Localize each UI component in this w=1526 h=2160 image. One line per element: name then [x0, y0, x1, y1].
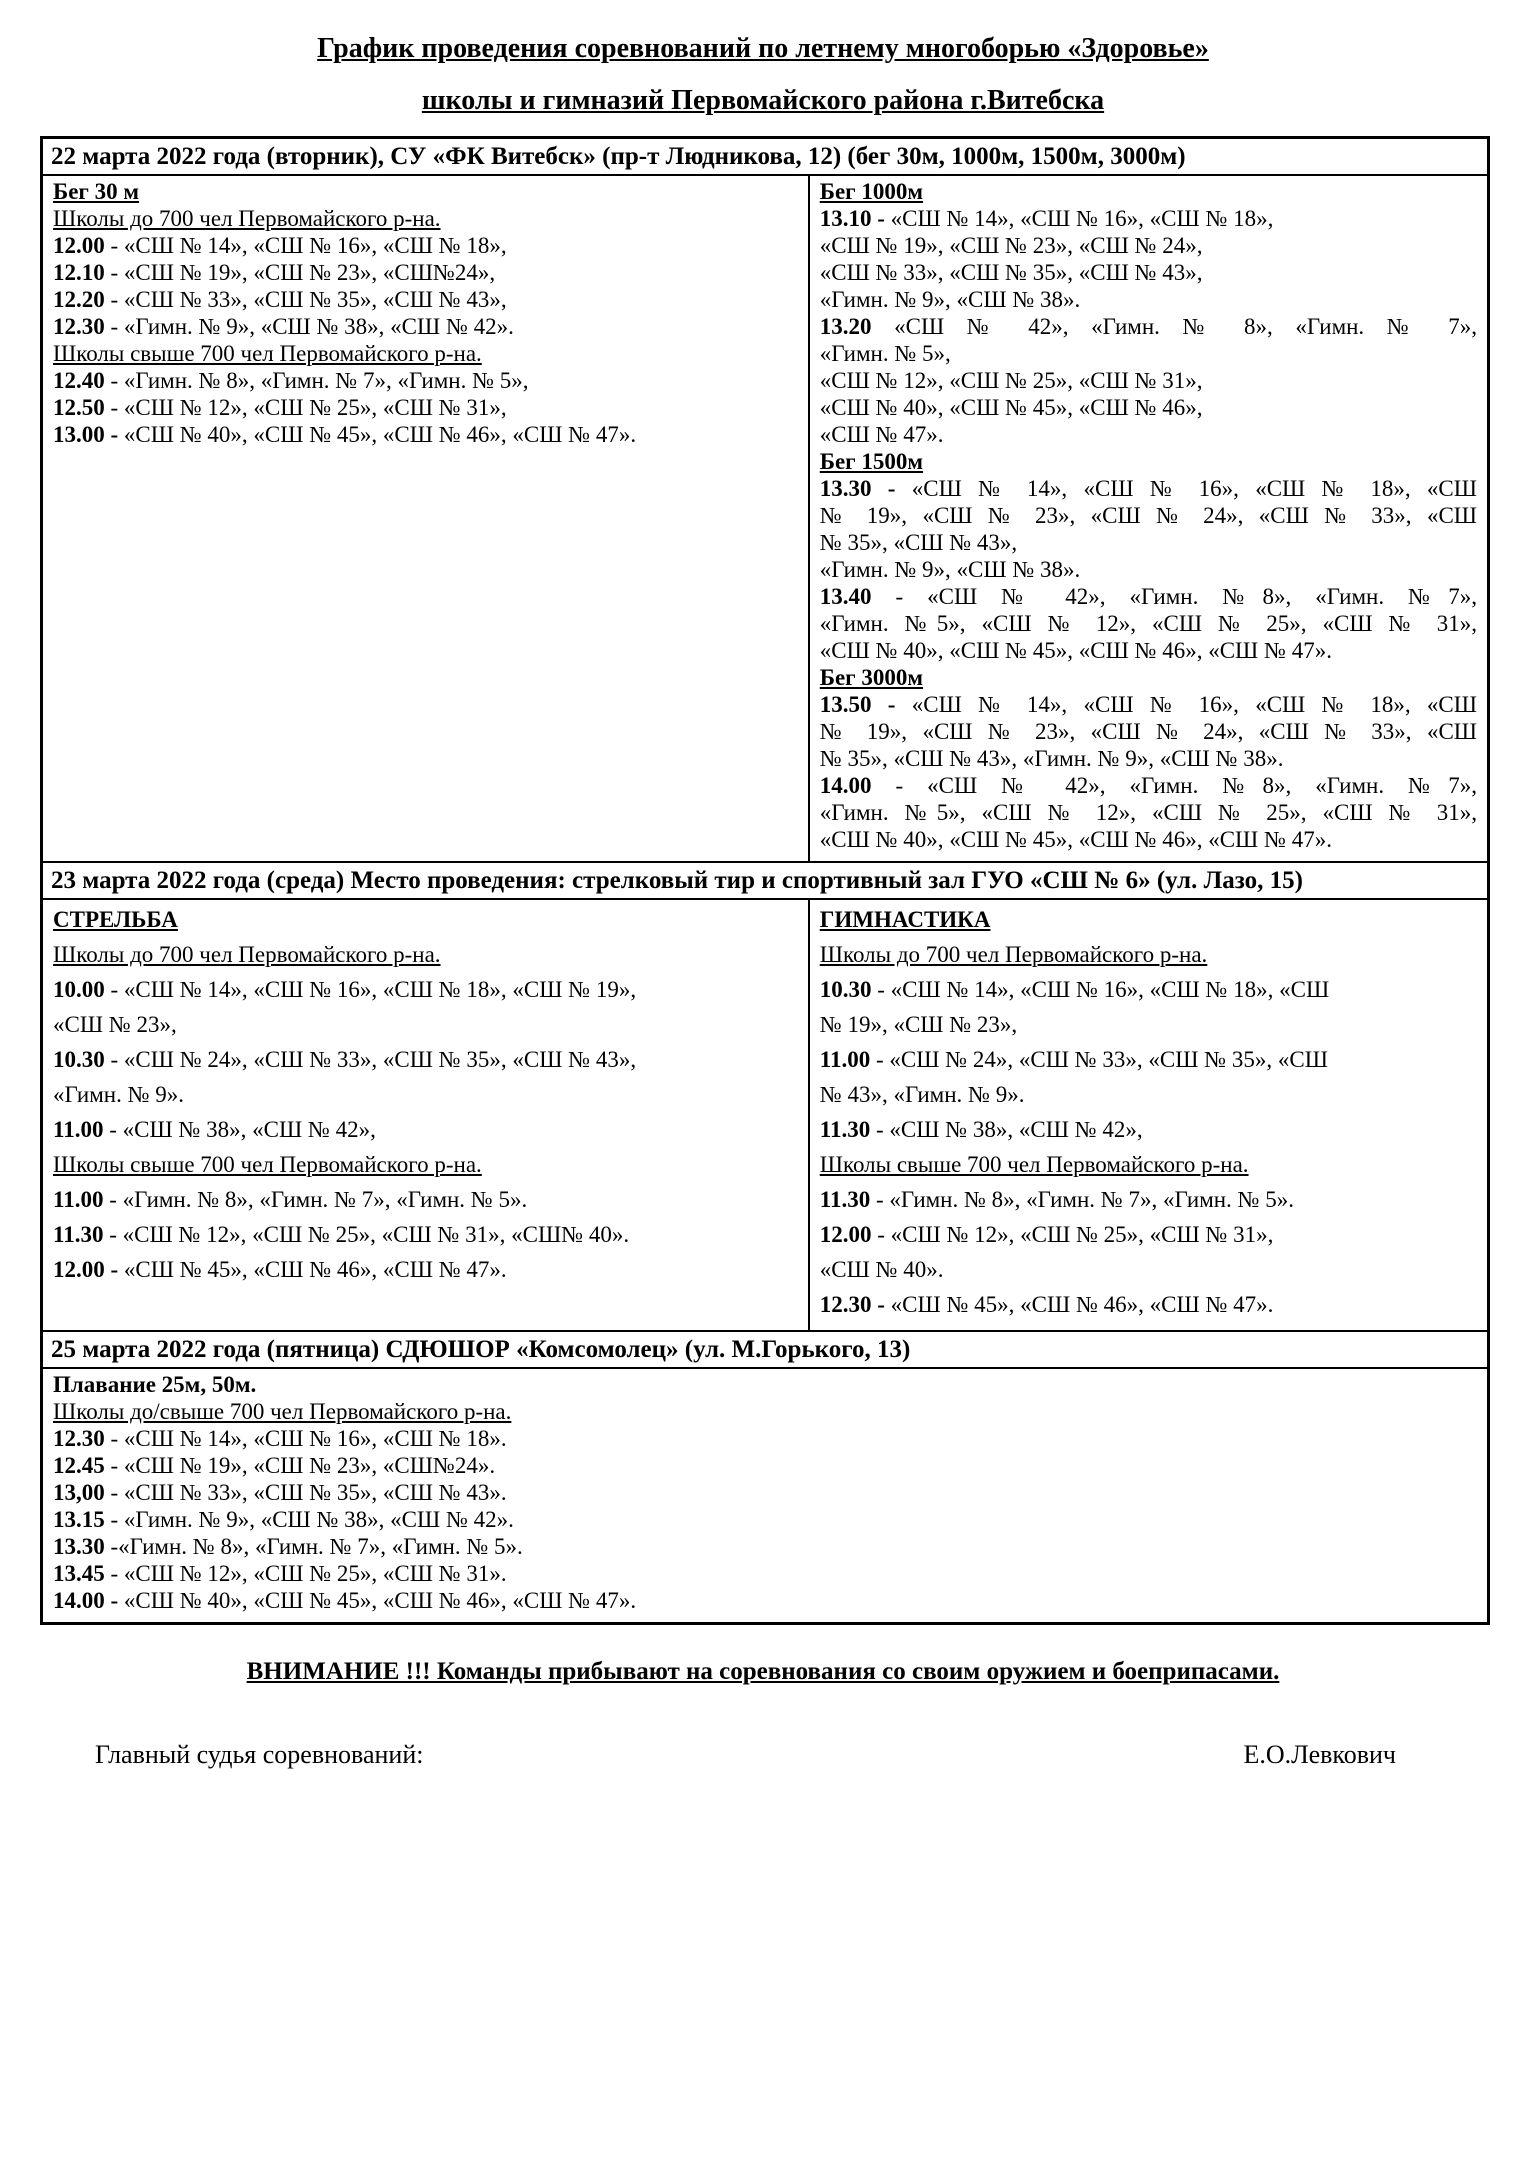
schedule-line: № 43», «Гимн. № 9». — [819, 1082, 1025, 1107]
subsection-title: Школы свыше 700 чел Первомайского р-на. — [53, 1152, 482, 1177]
schedule-line: «Гимн. № 9», «СШ № 38». — [819, 287, 1081, 312]
schedule-line: 14.00 - «СШ № 40», «СШ № 45», «СШ № 46», «СШ № 47». — [53, 1588, 637, 1613]
run-30m-section — [43, 176, 810, 861]
schedule-line: «Гимн. № 9», «СШ № 38». — [819, 557, 1081, 582]
schedule-line: 13.10 - «СШ № 14», «СШ № 16», «СШ № 18», — [819, 206, 1274, 231]
run-1000-1500-3000-section — [810, 176, 1487, 861]
subsection-title: Школы до 700 чел Первомайского р-на. — [819, 942, 1208, 967]
schedule-line: 13.00 - «СШ № 40», «СШ № 45», «СШ № 46», «СШ № 47». — [53, 422, 637, 447]
schedule-line: «СШ № 40», «СШ № 45», «СШ № 46», «СШ № 47». — [819, 638, 1332, 663]
section-title: Бег 30 м — [53, 179, 140, 204]
schedule-line: 12.00 - «СШ № 12», «СШ № 25», «СШ № 31», — [819, 1222, 1274, 1247]
schedule-line: 14.00 - «СШ № 42», «Гимн. №8», «Гимн. №7», — [819, 773, 1477, 798]
subsection-title: Школы до 700 чел Первомайского р-на. — [53, 206, 441, 231]
schedule-line: «СШ № 47». — [819, 422, 944, 447]
subsection-title: Школы свыше 700 чел Первомайского р-на. — [53, 341, 482, 366]
schedule-line: 10.00 - «СШ № 14», «СШ № 16», «СШ № 18», «СШ № 19», — [53, 977, 637, 1002]
schedule-row — [43, 176, 1487, 863]
schedule-line: № 19», «СШ № 23», «СШ № 24», «СШ № 33», «СШ — [819, 503, 1477, 528]
schedule-line: № 19», «СШ № 23», «СШ № 24», «СШ № 33», «СШ — [819, 719, 1477, 744]
schedule-line: «Гимн. №5», «СШ № 12», «СШ № 25», «СШ № 31», — [819, 800, 1477, 825]
schedule-line: № 35», «СШ № 43», — [819, 530, 1018, 555]
schedule-line: «СШ № 19», «СШ № 23», «СШ № 24», — [819, 233, 1203, 258]
schedule-line: 13.50 - «СШ № 14», «СШ № 16», «СШ № 18», «СШ — [819, 692, 1477, 717]
chief-judge-label: Главный судья соревнований: — [95, 1740, 424, 1769]
date-row-header: 25 марта 2022 года (пятница) СДЮШОР «Комсомолец» (ул. М.Горького, 13) — [43, 1332, 1487, 1369]
attention-note: ВНИМАНИЕ !!! Команды прибывают на соревнования со своим оружием и боеприпасами. — [246, 1658, 1280, 1685]
schedule-line: «СШ № 33», «СШ № 35», «СШ № 43», — [819, 260, 1203, 285]
schedule-line: 12.10 - «СШ № 19», «СШ № 23», «СШ№24», — [53, 260, 496, 285]
schedule-row — [43, 900, 1487, 1332]
section-title: Бег 1000м — [819, 179, 924, 204]
schedule-line: «СШ № 40», «СШ № 45», «СШ № 46», «СШ № 47». — [819, 827, 1332, 852]
schedule-line: 12.30 - «СШ № 14», «СШ № 16», «СШ № 18». — [53, 1426, 507, 1451]
schedule-line: 11.30 - «Гимн. № 8», «Гимн. № 7», «Гимн. № 5». — [819, 1187, 1295, 1212]
schedule-line: 12.45 - «СШ № 19», «СШ № 23», «СШ№24». — [53, 1453, 496, 1478]
schedule-line: «Гимн. № 5», — [819, 341, 951, 366]
schedule-line: «Гимн. №5», «СШ № 12», «СШ № 25», «СШ № 31», — [819, 611, 1477, 636]
schedule-line: «СШ № 40». — [819, 1257, 944, 1282]
schedule-line: 12.30 - «СШ № 45», «СШ № 46», «СШ № 47». — [819, 1292, 1274, 1317]
schedule-line: 11.00 - «СШ № 38», «СШ № 42», — [53, 1117, 376, 1142]
schedule-line: № 19», «СШ № 23», — [819, 1012, 1018, 1037]
schedule-line: 12.00 - «СШ № 45», «СШ № 46», «СШ № 47». — [53, 1257, 507, 1282]
date-row-header: 23 марта 2022 года (среда) Место проведения: стрелковый тир и спортивный зал ГУО «СШ № 6» (ул. Лазо, 15) — [43, 863, 1487, 900]
document-title-line1: График проведения соревнований по летнему многоборью «Здоровье» — [317, 33, 1209, 64]
gymnastics-section — [810, 900, 1487, 1330]
schedule-line: 13.40 - «СШ № 42», «Гимн. №8», «Гимн. №7», — [819, 584, 1477, 609]
section-title: Бег 1500м — [819, 449, 924, 474]
section-title: Бег 3000м — [819, 665, 924, 690]
section-title: СТРЕЛЬБА — [53, 907, 178, 932]
swimming-section — [43, 1369, 1487, 1622]
document-title-line2: школы и гимназий Первомайского района г.Витебска — [421, 85, 1105, 116]
signature-row — [0, 1739, 1526, 1771]
schedule-line: «СШ № 12», «СШ № 25», «СШ № 31», — [819, 368, 1203, 393]
schedule-line: 12.30 - «Гимн. № 9», «СШ № 38», «СШ № 42». — [53, 314, 514, 339]
schedule-line: 10.30 - «СШ № 24», «СШ № 33», «СШ № 35», «СШ № 43», — [53, 1047, 637, 1072]
schedule-line: 13.30 -«Гимн. № 8», «Гимн. № 7», «Гимн. № 5». — [53, 1534, 523, 1559]
schedule-line: 13.30 - «СШ № 14», «СШ № 16», «СШ № 18», «СШ — [819, 476, 1477, 501]
subsection-title: Школы до/свыше 700 чел Первомайского р-на. — [53, 1399, 512, 1424]
schedule-line: «Гимн. № 9». — [53, 1082, 185, 1107]
schedule-line: 11.30 - «СШ № 12», «СШ № 25», «СШ № 31», «СШ№ 40». — [53, 1222, 630, 1247]
schedule-line: 11.00 - «Гимн. № 8», «Гимн. № 7», «Гимн. № 5». — [53, 1187, 528, 1212]
subsection-title: Школы до 700 чел Первомайского р-на. — [53, 942, 441, 967]
schedule-line: 11.00 - «СШ № 24», «СШ № 33», «СШ № 35», «СШ — [819, 1047, 1328, 1072]
section-title: ГИМНАСТИКА — [819, 907, 991, 932]
schedule-line: 10.30 - «СШ № 14», «СШ № 16», «СШ № 18», «СШ — [819, 977, 1330, 1002]
schedule-table — [40, 136, 1490, 1625]
schedule-line: «СШ № 40», «СШ № 45», «СШ № 46», — [819, 395, 1203, 420]
section-title: Плавание 25м, 50м. — [53, 1372, 257, 1397]
subsection-title: Школы свыше 700 чел Первомайского р-на. — [819, 1152, 1249, 1177]
chief-judge-name: Е.О.Левкович — [1243, 1740, 1396, 1769]
schedule-line: № 35», «СШ № 43», «Гимн. № 9», «СШ № 38». — [819, 746, 1284, 771]
schedule-line: 12.40 - «Гимн. № 8», «Гимн. № 7», «Гимн. № 5», — [53, 368, 529, 393]
schedule-line: 12.20 - «СШ № 33», «СШ № 35», «СШ № 43», — [53, 287, 507, 312]
schedule-line: 11.30 - «СШ № 38», «СШ № 42», — [819, 1117, 1143, 1142]
schedule-line: «СШ № 23», — [53, 1012, 177, 1037]
schedule-line: 12.00 - «СШ № 14», «СШ № 16», «СШ № 18», — [53, 233, 507, 258]
schedule-line: 12.50 - «СШ № 12», «СШ № 25», «СШ № 31», — [53, 395, 507, 420]
schedule-line: 13.45 - «СШ № 12», «СШ № 25», «СШ № 31». — [53, 1561, 507, 1586]
date-row-header: 22 марта 2022 года (вторник), СУ «ФК Витебск» (пр-т Людникова, 12) (бег 30м, 1000м, 1500м, 3000м) — [43, 139, 1487, 176]
shooting-section — [43, 900, 810, 1330]
schedule-line: 13.20 «СШ № 42», «Гимн. № 8», «Гимн. № 7», — [819, 314, 1477, 339]
schedule-line: 13,00 - «СШ № 33», «СШ № 35», «СШ № 43». — [53, 1480, 507, 1505]
schedule-line: 13.15 - «Гимн. № 9», «СШ № 38», «СШ № 42». — [53, 1507, 514, 1532]
